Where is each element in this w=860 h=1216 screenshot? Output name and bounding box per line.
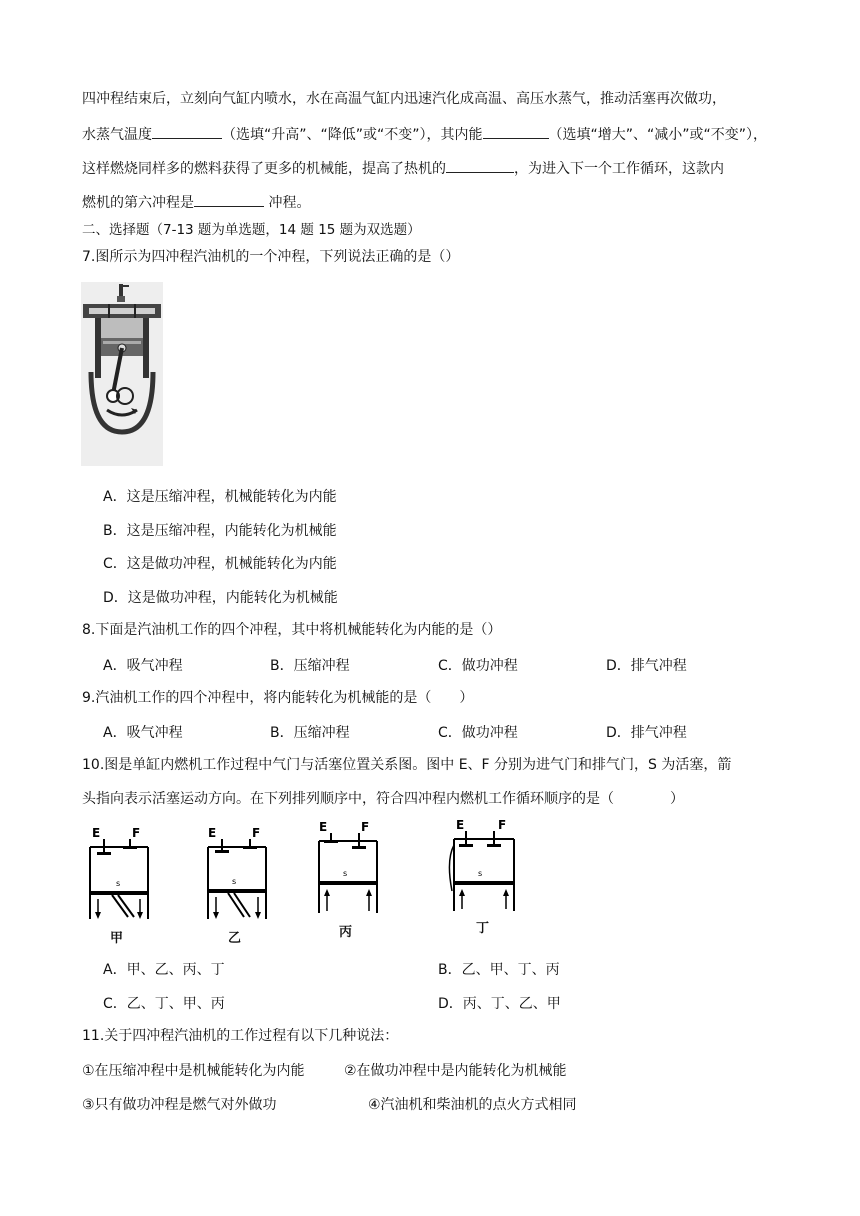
q10-option-d: D．丙、丁、乙、甲 (438, 996, 561, 1012)
q7-option-a: A．这是压缩冲程，机械能转化为内能 (103, 489, 337, 505)
label-s: s (478, 869, 483, 878)
q9-option-d: D．排气冲程 (606, 725, 687, 741)
q11-statement-2: ②在做功冲程中是内能转化为机械能 (344, 1063, 567, 1079)
q8-stem: 8.下面是汽油机工作的四个冲程，其中将机械能转化为内能的是（） (82, 622, 502, 638)
figure-caption: 丙 (339, 925, 353, 940)
label-s: s (116, 879, 121, 888)
q8-option-a: A．吸气冲程 (103, 658, 183, 674)
intro-text: 水蒸气温度 (82, 127, 152, 143)
q10-option-b: B．乙、甲、丁、丙 (438, 962, 560, 978)
intro-text: （选填“增大”、“减小”或“不变”）， (548, 127, 768, 143)
label-e: E (208, 826, 217, 840)
cylinder-figure-ding (444, 815, 522, 937)
q7-option-d: D．这是做功冲程，内能转化为机械能 (103, 590, 338, 606)
label-e: E (319, 820, 328, 834)
q11-statement-1: ①在压缩冲程中是机械能转化为内能 (82, 1063, 305, 1079)
section-heading: 二、选择题（7-13 题为单选题，14 题 15 题为双选题） (82, 222, 421, 238)
intro-text: （选填“升高”、“降低”或“不变”），其内能 (222, 127, 483, 143)
q9-stem: 9.汽油机工作的四个冲程中，将内能转化为机械能的是（ ） (82, 690, 474, 706)
figure-caption: 甲 (110, 931, 124, 946)
q10-option-c: C．乙、丁、甲、丙 (103, 996, 225, 1012)
q10-stem-line-1: 10.图是单缸内燃机工作过程中气门与活塞位置关系图。图中 E、F 分别为进气门和排气门，S 为活塞，箭 (82, 757, 732, 773)
blank-efficiency (446, 158, 514, 173)
q9-option-c: C．做功冲程 (438, 725, 518, 741)
q9-option-a: A．吸气冲程 (103, 725, 183, 741)
intro-line-4 (82, 192, 310, 213)
label-f: F (132, 826, 141, 840)
q11-statement-3: ③只有做功冲程是燃气对外做功 (82, 1097, 277, 1113)
cylinder-figure-yi (202, 823, 272, 945)
q7-option-c: C．这是做功冲程，机械能转化为内能 (103, 556, 337, 572)
q11-statement-4: ④汽油机和柴油机的点火方式相同 (368, 1097, 577, 1113)
intro-text: 这样燃烧同样多的燃料获得了更多的机械能，提高了热机的 (82, 161, 446, 177)
blank-temperature (152, 124, 222, 139)
q10-option-a: A．甲、乙、丙、丁 (103, 962, 225, 978)
q9-option-b: B．压缩冲程 (270, 725, 350, 741)
q8-option-c: C．做功冲程 (438, 658, 518, 674)
label-e: E (92, 826, 101, 840)
intro-text: ，为进入下一个工作循环，这款内 (514, 161, 724, 177)
q8-option-b: B．压缩冲程 (270, 658, 350, 674)
blank-sixth-stroke (194, 192, 264, 207)
intro-line-2 (82, 124, 767, 145)
intro-text: 燃机的第六冲程是 (82, 195, 194, 211)
figure-caption: 丁 (476, 921, 490, 936)
intro-line-3 (82, 158, 724, 179)
engine-cylinder-figure (81, 282, 163, 466)
q10-stem-line-2: 头指向表示活塞运动方向。在下列排列顺序中，符合四冲程内燃机工作循环顺序的是（ ） (82, 791, 684, 807)
label-s: s (343, 869, 348, 878)
label-f: F (252, 826, 261, 840)
label-f: F (361, 820, 370, 834)
label-f: F (498, 818, 507, 832)
q11-stem: 11.关于四冲程汽油机的工作过程有以下几种说法： (82, 1028, 399, 1044)
cylinder-figure-jia (84, 823, 154, 945)
blank-internal-energy (483, 124, 549, 139)
q8-option-d: D．排气冲程 (606, 658, 687, 674)
intro-text: 冲程。 (268, 195, 311, 211)
q7-option-b: B．这是压缩冲程，内能转化为机械能 (103, 523, 337, 539)
intro-line-1: 四冲程结束后，立刻向气缸内喷水，水在高温气缸内迅速汽化成高温、高压水蒸气，推动活塞再次做功， (82, 91, 726, 107)
q7-stem: 7.图所示为四冲程汽油机的一个冲程，下列说法正确的是（） (82, 249, 460, 265)
label-s: s (232, 877, 237, 886)
cylinder-figure-bing (313, 817, 383, 939)
figure-caption: 乙 (228, 931, 242, 946)
label-e: E (456, 818, 465, 832)
